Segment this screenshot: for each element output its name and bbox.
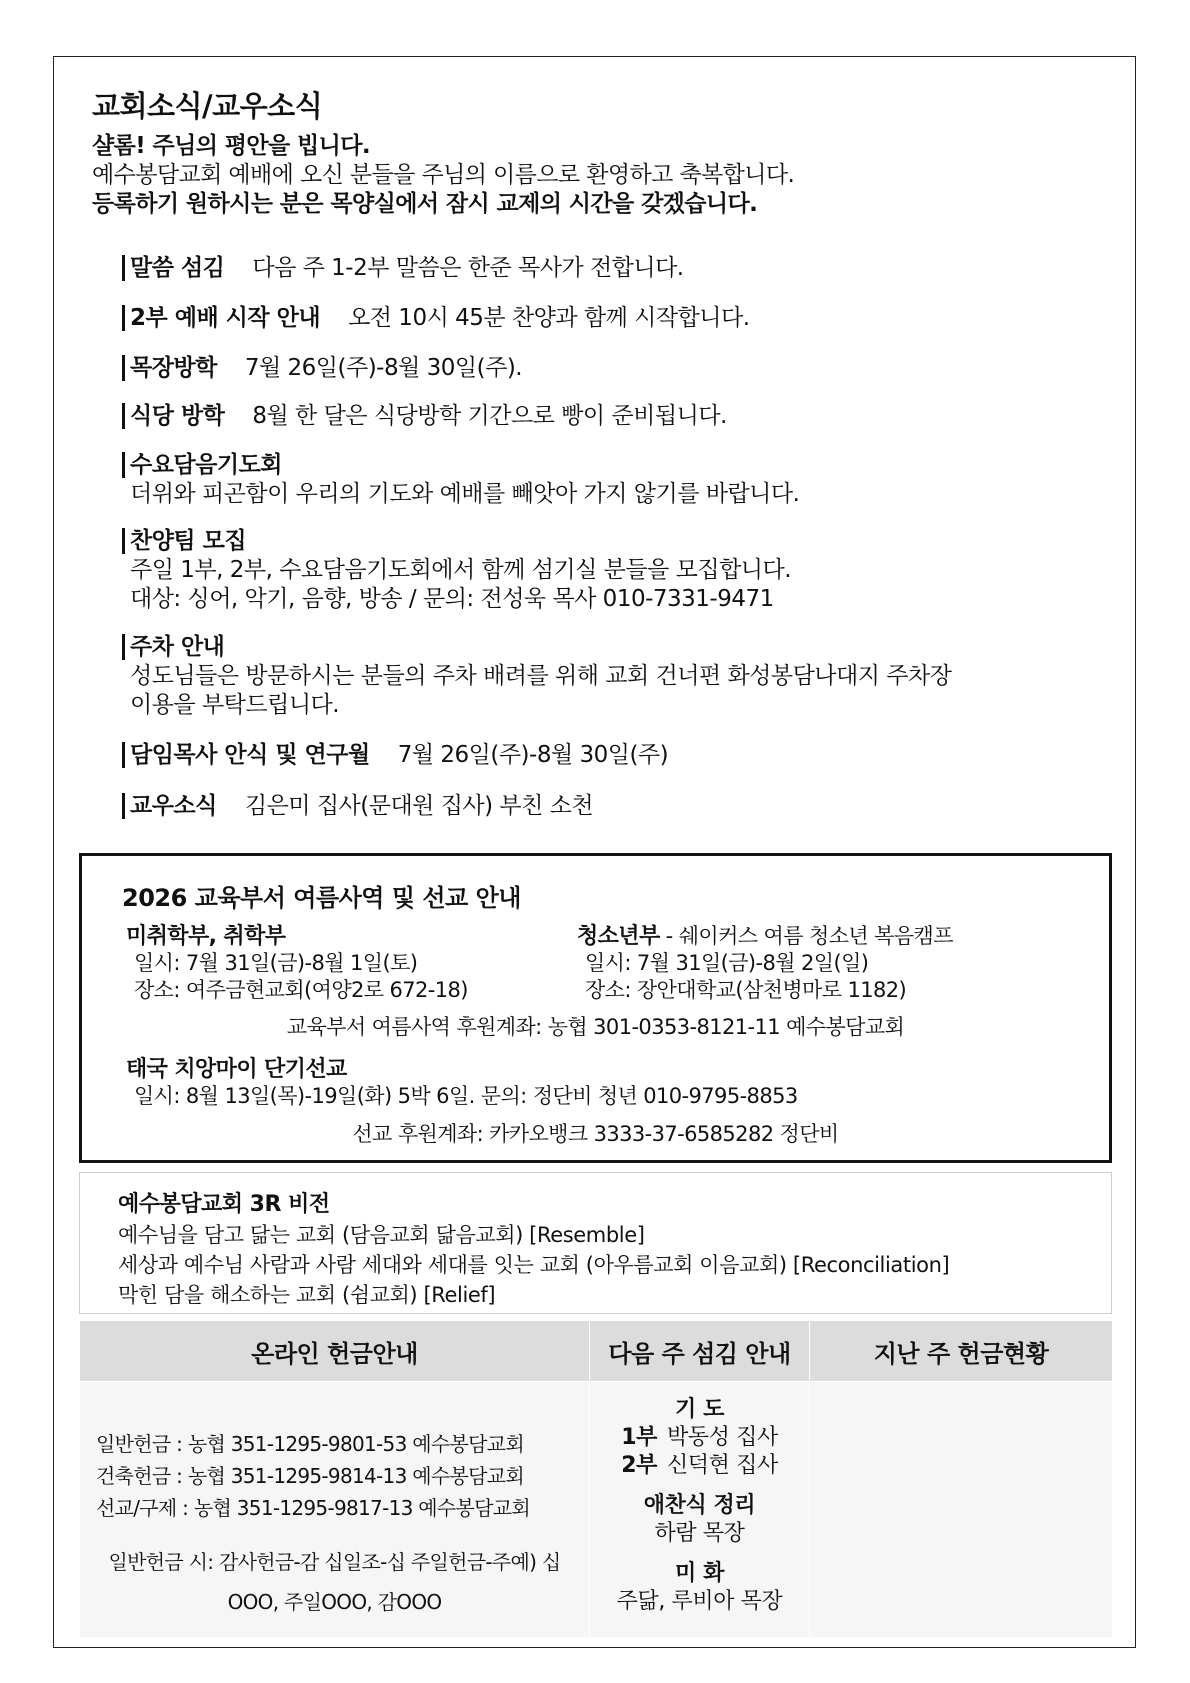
education-account: 교육부서 여름사역 후원계좌: 농협 301-0353-8121-11 예수봉담교회 xyxy=(286,1015,905,1039)
prayer-head: 기 도 xyxy=(675,1397,724,1422)
offering-line: 선교/구제 : 농협 351-1295-9817-13 예수봉담교회 xyxy=(96,1496,531,1520)
notice-text-line2: 이용을 부탁드립니다. xyxy=(130,692,340,718)
notice-cell-break xyxy=(122,354,522,383)
notice-text: 다음 주 1-2부 말씀은 한준 목사가 전합니다. xyxy=(252,255,684,281)
notice-cafeteria-break xyxy=(122,402,727,431)
greeting-text: 예수봉담교회 예배에 오신 분들을 주님의 이름으로 환영하고 축복합니다. xyxy=(92,162,795,188)
mission-date: 일시: 8월 13일(목)-19일(화) 5박 6일. 문의: 정단비 청년 010-9795-8853 xyxy=(134,1084,798,1108)
notice-label: 주차 안내 xyxy=(122,634,224,660)
notice-praise-team xyxy=(122,527,791,614)
education-left-place: 장소: 여주금현교회(여양2로 672-18) xyxy=(134,978,468,1002)
prayer-name: 박동성 집사 xyxy=(666,1425,778,1450)
notice-parking xyxy=(122,633,951,720)
cleanup-name: 하람 목장 xyxy=(654,1521,745,1546)
education-right-date: 일시: 7월 31일(금)-8월 2일(일) xyxy=(585,951,869,975)
education-left-date: 일시: 7월 31일(금)-8월 1일(토) xyxy=(134,951,418,975)
notice-text: 8월 한 달은 식당방학 기간으로 빵이 준비됩니다. xyxy=(252,403,727,429)
cleanup-head: 애찬식 정리 xyxy=(643,1493,756,1518)
notice-second-service xyxy=(122,304,750,333)
notice-text-line2: 대상: 싱어, 악기, 음향, 방송 / 문의: 전성욱 목사 010-7331-9471 xyxy=(130,586,774,612)
notice-text-line1: 주일 1부, 2부, 수요담음기도회에서 함께 섬기실 분들을 모집합니다. xyxy=(130,557,792,583)
flower-head: 미 화 xyxy=(675,1561,724,1586)
education-left-column xyxy=(126,923,468,1004)
vision-line: 예수님을 담고 닮는 교회 (담음교회 닮음교회) [Resemble] xyxy=(118,1223,645,1247)
notice-text: 김은미 집사(문대원 집사) 부친 소천 xyxy=(244,793,594,819)
education-right-head-sub: - 쉐이커스 여름 청소년 복음캠프 xyxy=(659,924,953,948)
cell-online-offering xyxy=(80,1382,590,1638)
flower-name: 주닮, 루비아 목장 xyxy=(616,1589,783,1614)
mission-account: 선교 후원계좌: 카카오뱅크 3333-37-6585282 정단비 xyxy=(352,1122,839,1146)
greeting-register: 등록하기 원하시는 분은 목양실에서 잠시 교제의 시간을 갖겠습니다. xyxy=(92,191,758,217)
notice-label: 목장방학 xyxy=(122,355,217,381)
prayer-part: 2부 xyxy=(621,1453,657,1478)
notice-label: 수요담음기도회 xyxy=(122,452,282,478)
vision-line: 막힌 담을 해소하는 교회 (쉼교회) [Relief] xyxy=(118,1283,496,1307)
notice-text: 오전 10시 45분 찬양과 함께 시작합니다. xyxy=(348,305,750,331)
education-box xyxy=(79,853,1112,1163)
prayer-row xyxy=(590,1424,809,1452)
mission-column xyxy=(126,1056,798,1110)
header-next-week-service: 다음 주 섬김 안내 xyxy=(590,1321,810,1382)
offering-line: 건축헌금 : 농협 351-1295-9814-13 예수봉담교회 xyxy=(96,1464,524,1488)
education-right-place: 장소: 장안대학교(삼천병마로 1182) xyxy=(585,978,907,1002)
header-online-offering: 온라인 헌금안내 xyxy=(80,1321,590,1382)
notice-label: 담임목사 안식 및 연구월 xyxy=(122,742,370,768)
vision-line: 세상과 예수님 사람과 사람 세대와 세대를 잇는 교회 (아우름교회 이음교회) [Reconciliation] xyxy=(118,1253,950,1277)
notice-sermon xyxy=(122,254,684,283)
vision-box xyxy=(79,1172,1112,1314)
notice-label: 식당 방학 xyxy=(122,403,224,429)
notice-text-line1: 성도님들은 방문하시는 분들의 주차 배려를 위해 교회 건너편 화성봉담나대지 주차장 xyxy=(130,663,952,689)
notice-sabbatical xyxy=(122,741,668,770)
education-title: 2026 교육부서 여름사역 및 선교 안내 xyxy=(122,884,521,912)
notice-label: 2부 예배 시작 안내 xyxy=(122,305,320,331)
offering-note: 일반헌금 시: 감사헌금-감 십일조-십 주일헌금-주예) 십OOO, 주일OOO, 감OOO xyxy=(108,1550,561,1614)
prayer-part: 1부 xyxy=(621,1425,657,1450)
notice-text: 7월 26일(주)-8월 30일(주) xyxy=(397,742,669,768)
cell-last-week-offering xyxy=(810,1382,1113,1638)
notice-text: 7월 26일(주)-8월 30일(주). xyxy=(244,355,523,381)
notice-text: 더위와 피곤함이 우리의 기도와 예배를 빼앗아 가지 않기를 바랍니다. xyxy=(130,481,800,507)
education-right-head: 청소년부 xyxy=(577,924,660,949)
notice-label: 말씀 섬김 xyxy=(122,255,224,281)
notice-wednesday-prayer xyxy=(122,451,799,509)
notice-label: 교우소식 xyxy=(122,793,217,819)
page-title: 교회소식/교우소식 xyxy=(92,89,323,123)
education-right-column xyxy=(577,923,953,1004)
notice-member-news xyxy=(122,792,593,821)
mission-head: 태국 치앙마이 단기선교 xyxy=(126,1057,347,1082)
prayer-row xyxy=(590,1452,809,1480)
prayer-name: 신덕현 집사 xyxy=(666,1453,778,1478)
notice-label: 찬양팀 모집 xyxy=(122,528,246,554)
greeting-bold: 샬롬! 주님의 평안을 빕니다. xyxy=(92,133,371,159)
offering-line: 일반헌금 : 농협 351-1295-9801-53 예수봉담교회 xyxy=(96,1432,524,1456)
greeting-block xyxy=(92,132,794,219)
header-last-week-offering: 지난 주 헌금현황 xyxy=(810,1321,1113,1382)
vision-title: 예수봉담교회 3R 비전 xyxy=(118,1192,330,1217)
cell-next-week-service xyxy=(590,1382,810,1638)
info-table xyxy=(79,1320,1113,1638)
education-left-head: 미취학부, 취학부 xyxy=(126,924,286,949)
